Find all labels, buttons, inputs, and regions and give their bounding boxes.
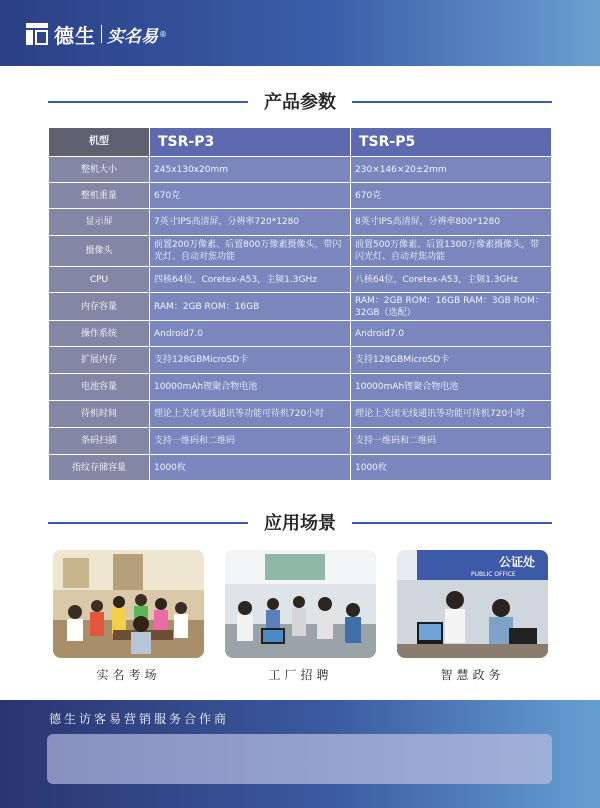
row-value-p3: 245x130x20mm — [150, 157, 351, 183]
scene-photos — [0, 550, 600, 682]
heading-line-left — [48, 522, 248, 524]
row-value-p5: RAM：2GB ROM：16GB RAM：3GB ROM：32GB（选配） — [351, 293, 552, 321]
row-value-p3: 1000枚 — [150, 455, 351, 481]
scene-caption-exam: 实名考场 — [96, 668, 161, 682]
header-model-p3: TSR-P3 — [150, 128, 351, 157]
row-label: 扩展内存 — [49, 347, 150, 374]
table-row — [49, 236, 552, 267]
registered-mark: ® — [159, 29, 167, 39]
row-value-p5: 支持128GBMicroSD卡 — [351, 347, 552, 374]
row-value-p5: 支持一维码和二维码 — [351, 428, 552, 455]
scene-caption-gov: 智慧政务 — [440, 668, 505, 682]
table-row — [49, 374, 552, 401]
row-label: 摄像头 — [49, 236, 150, 267]
row-value-p3: 10000mAh锂聚合物电池 — [150, 374, 351, 401]
header-model-p5: TSR-P5 — [351, 128, 552, 157]
table-row — [49, 267, 552, 293]
table-row — [49, 209, 552, 236]
row-value-p5: 理论上关闭无线通讯等功能可待机720小时 — [351, 401, 552, 428]
params-section-heading — [0, 86, 600, 116]
logo-mark-icon — [26, 23, 48, 45]
scenes-section-heading — [0, 507, 600, 537]
row-value-p5: 1000枚 — [351, 455, 552, 481]
row-label: 显示屏 — [49, 209, 150, 236]
row-label: 操作系统 — [49, 321, 150, 347]
sign-text: 公证处 — [499, 555, 536, 569]
table-row — [49, 455, 552, 481]
row-label: CPU — [49, 267, 150, 293]
scene-caption-factory: 工厂招聘 — [268, 668, 333, 682]
row-value-p5: 八核64位，Coretex-A53，主频1.3GHz — [351, 267, 552, 293]
row-value-p5: 10000mAh锂聚合物电池 — [351, 374, 552, 401]
row-value-p5: 前置500万像素、后置1300万像素摄像头，带闪光灯、自动对焦功能 — [351, 236, 552, 267]
scenes-title: 应用场景 — [264, 513, 336, 534]
row-label: 待机时间 — [49, 401, 150, 428]
factory-recruit-photo — [225, 550, 376, 658]
row-label: 内存容量 — [49, 293, 150, 321]
row-value-p3: 前置200万像素、后置800万像素摄像头，带闪光灯、自动对焦功能 — [150, 236, 351, 267]
gov-service-photo — [397, 550, 548, 658]
row-value-p3: 670克 — [150, 183, 351, 209]
row-label: 条码扫描 — [49, 428, 150, 455]
brand-logo — [26, 20, 167, 48]
row-label: 整机重量 — [49, 183, 150, 209]
partner-info-box — [47, 734, 552, 784]
row-value-p3: 支持一维码和二维码 — [150, 428, 351, 455]
row-value-p3: Android7.0 — [150, 321, 351, 347]
table-row — [49, 157, 552, 183]
table-row — [49, 347, 552, 374]
heading-line-right — [352, 101, 552, 103]
table-row — [49, 401, 552, 428]
row-value-p3: RAM：2GB ROM：16GB — [150, 293, 351, 321]
table-row — [49, 321, 552, 347]
table-row — [49, 293, 552, 321]
params-title: 产品参数 — [264, 92, 336, 113]
row-value-p3: 四核64位，Coretex-A53，主频1.3GHz — [150, 267, 351, 293]
heading-line-left — [48, 101, 248, 103]
header-model-label: 机型 — [49, 128, 150, 157]
row-label: 电池容量 — [49, 374, 150, 401]
brand-name: 德生 — [54, 23, 96, 48]
sign-subtext: PUBLIC OFFICE — [471, 571, 516, 578]
row-value-p3: 支持128GBMicroSD卡 — [150, 347, 351, 374]
sub-brand-name: 实名易 — [107, 26, 158, 47]
row-value-p5: Android7.0 — [351, 321, 552, 347]
row-value-p5: 8英寸IPS高清屏，分辨率800*1280 — [351, 209, 552, 236]
heading-line-right — [352, 522, 552, 524]
table-row — [49, 183, 552, 209]
exam-room-photo — [53, 550, 204, 658]
row-value-p3: 7英寸IPS高清屏，分辨率720*1280 — [150, 209, 351, 236]
footer-banner — [0, 700, 600, 808]
row-value-p5: 230×146×20±2mm — [351, 157, 552, 183]
row-value-p3: 理论上关闭无线通讯等功能可待机720小时 — [150, 401, 351, 428]
row-value-p5: 670克 — [351, 183, 552, 209]
row-label: 整机大小 — [49, 157, 150, 183]
spec-table-header — [49, 128, 552, 157]
logo-divider — [101, 25, 102, 43]
row-label: 指纹存储容量 — [49, 455, 150, 481]
footer-title: 德生访客易营销服务合作商 — [49, 712, 230, 726]
header-banner — [0, 0, 600, 66]
spec-table — [48, 127, 552, 481]
table-row — [49, 428, 552, 455]
